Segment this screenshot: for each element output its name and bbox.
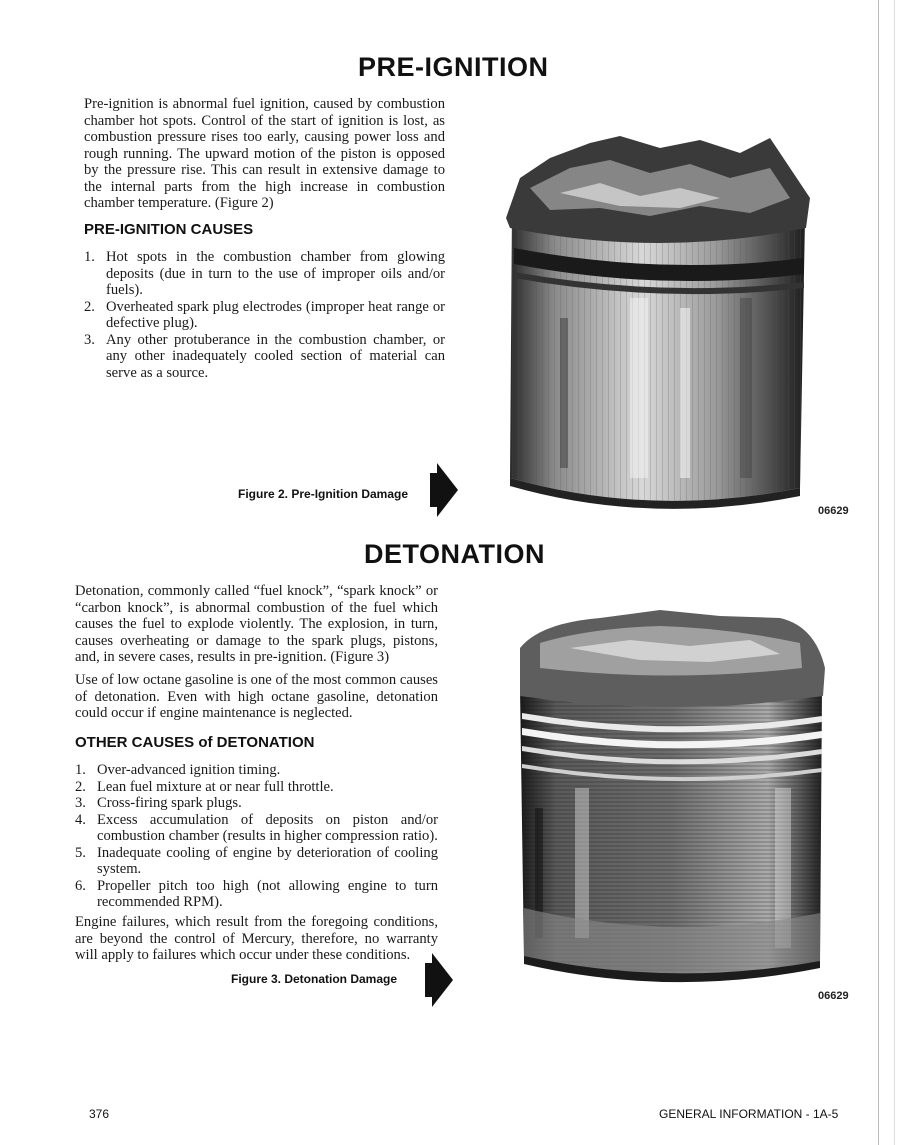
- list-number: 3.: [75, 795, 86, 811]
- list-text: Lean fuel mixture at or near full throttle.: [97, 778, 334, 795]
- list-item: [75, 878, 438, 911]
- list-item: [75, 812, 438, 845]
- scan-edge-line: [878, 0, 879, 1145]
- detonation-intro: Detonation, commonly called “fuel knock”, “spark knock” or “carbon knock”, is abnormal combustion of the fuel which causes the fuel to explode violently. The explosion, in turn, causes overheating or damage to the spark plugs, pistons, and, in severe cases, results in pre-ignition. (Figure 3): [75, 583, 438, 665]
- list-number: 5.: [75, 844, 86, 861]
- list-text: Hot spots in the combustion chamber from glowing deposits (due in turn to the use of improper oils and/or fuels).: [106, 249, 445, 298]
- list-text: Any other protuberance in the combustion chamber, or any other inadequately cooled section of material can serve as a source.: [106, 331, 445, 381]
- list-number: 2.: [75, 778, 86, 795]
- list-number: 1.: [75, 762, 86, 778]
- list-number: 2.: [84, 298, 95, 315]
- list-number: 4.: [75, 811, 86, 828]
- scan-edge-line: [894, 0, 895, 1145]
- figure-3-code: 06629: [818, 990, 849, 1002]
- right-arrow-icon: [425, 953, 455, 1007]
- detonation-causes-heading: OTHER CAUSES of DETONATION: [75, 734, 315, 751]
- list-text: Overheated spark plug electrodes (improper heat range or defective plug).: [106, 298, 445, 331]
- preignition-causes-list: [84, 249, 445, 381]
- list-text: Inadequate cooling of engine by deterioration of cooling system.: [97, 844, 438, 877]
- page-number: 376: [89, 1107, 110, 1121]
- section-label: GENERAL INFORMATION - 1A-5: [659, 1107, 839, 1121]
- damaged-piston-photo: [500, 98, 852, 513]
- right-arrow-icon: [430, 463, 460, 517]
- list-text: Cross-firing spark plugs.: [97, 795, 242, 811]
- detonation-title: DETONATION: [364, 539, 546, 569]
- figure-3-caption: Figure 3. Detonation Damage: [231, 972, 398, 986]
- list-number: 1.: [84, 249, 95, 265]
- list-item: [75, 779, 438, 796]
- detonation-paragraph-2: Use of low octane gasoline is one of the most common causes of detonation. Even with high octane gasoline, detonation could occur if engine maintenance is neglected.: [75, 672, 438, 721]
- list-item: [84, 299, 445, 332]
- list-number: 6.: [75, 877, 86, 894]
- list-text: Propeller pitch too high (not allowing engine to turn recommended RPM).: [97, 877, 438, 910]
- list-item: [75, 795, 438, 812]
- preignition-intro: Pre-ignition is abnormal fuel ignition, caused by combustion chamber hot spots. Control of the start of ignition is lost, as combustion pressure rises too early, causing power loss and rough running. The upward motion of the piston is opposed by the pressure rise. This can result in extensive damage to the internal parts from the high increase in combustion chamber temperature. (Figure 2): [84, 96, 445, 211]
- list-item: [75, 845, 438, 878]
- list-number: 3.: [84, 331, 95, 348]
- detonated-piston-photo: [490, 588, 850, 993]
- preignition-causes-heading: PRE-IGNITION CAUSES: [84, 221, 254, 238]
- detonation-causes-list: [75, 762, 438, 911]
- figure-2-code: 06629: [818, 505, 849, 517]
- list-item: [84, 332, 445, 382]
- figure-2-caption: Figure 2. Pre-Ignition Damage: [238, 487, 409, 501]
- detonation-closing: Engine failures, which result from the foregoing conditions, are beyond the control of Mercury, therefore, no warranty will apply to failures which occur under these conditions.: [75, 914, 438, 963]
- list-text: Over-advanced ignition timing.: [97, 762, 281, 778]
- preignition-title: PRE-IGNITION: [358, 52, 549, 82]
- list-item: [84, 249, 445, 299]
- list-text: Excess accumulation of deposits on piston and/or combustion chamber (results in higher compression ratio).: [97, 811, 438, 844]
- list-item: [75, 762, 438, 779]
